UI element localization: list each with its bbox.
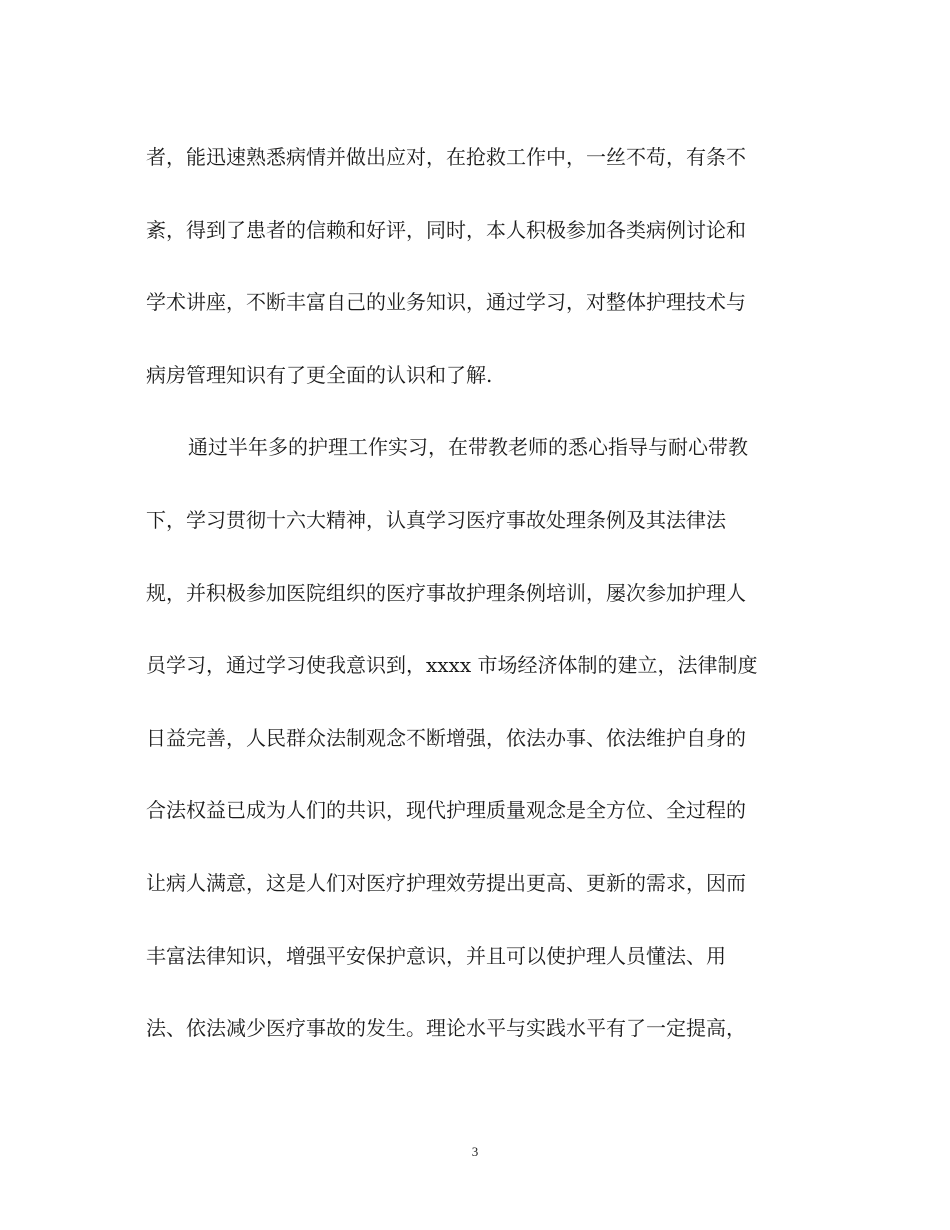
text-line: 者，能迅速熟悉病情并做出应对，在抢救工作中，一丝不苟，有条不 bbox=[146, 145, 746, 169]
text-line: 丰富法律知识，增强平安保护意识，并且可以使护理人员懂法、用 bbox=[146, 943, 726, 968]
text-line: 学术讲座，不断丰富自己的业务知识，通过学习，对整体护理技术与 bbox=[146, 290, 746, 315]
text-line: 员学习，通过学习使我意识到，xxxx 市场经济体制的建立，法律制度 bbox=[146, 653, 758, 678]
text-line: 下，学习贯彻十六大精神，认真学习医疗事故处理条例及其法律法 bbox=[146, 507, 726, 532]
paragraph-first-line: 通过半年多的护理工作实习，在带教老师的悉心指导与耐心带教 bbox=[188, 435, 748, 460]
text-line: 让病人满意，这是人们对医疗护理效劳提出更高、更新的需求，因而 bbox=[146, 870, 746, 895]
text-line: 合法权益已成为人们的共识，现代护理质量观念是全方位、全过程的 bbox=[146, 798, 746, 823]
body-text bbox=[146, 135, 806, 1079]
page-number: 3 bbox=[471, 1144, 479, 1159]
text-line: 紊，得到了患者的信赖和好评，同时，本人积极参加各类病例讨论和 bbox=[146, 217, 746, 242]
text-line: 病房管理知识有了更全面的认识和了解. bbox=[146, 362, 493, 387]
text-line: 规，并积极参加医院组织的医疗事故护理条例培训，屡次参加护理人 bbox=[146, 580, 746, 605]
text-line: 法、依法减少医疗事故的发生。理论水平与实践水平有了一定提高， bbox=[146, 1016, 746, 1041]
text-line: 日益完善，人民群众法制观念不断增强，依法办事、依法维护自身的 bbox=[146, 725, 746, 750]
